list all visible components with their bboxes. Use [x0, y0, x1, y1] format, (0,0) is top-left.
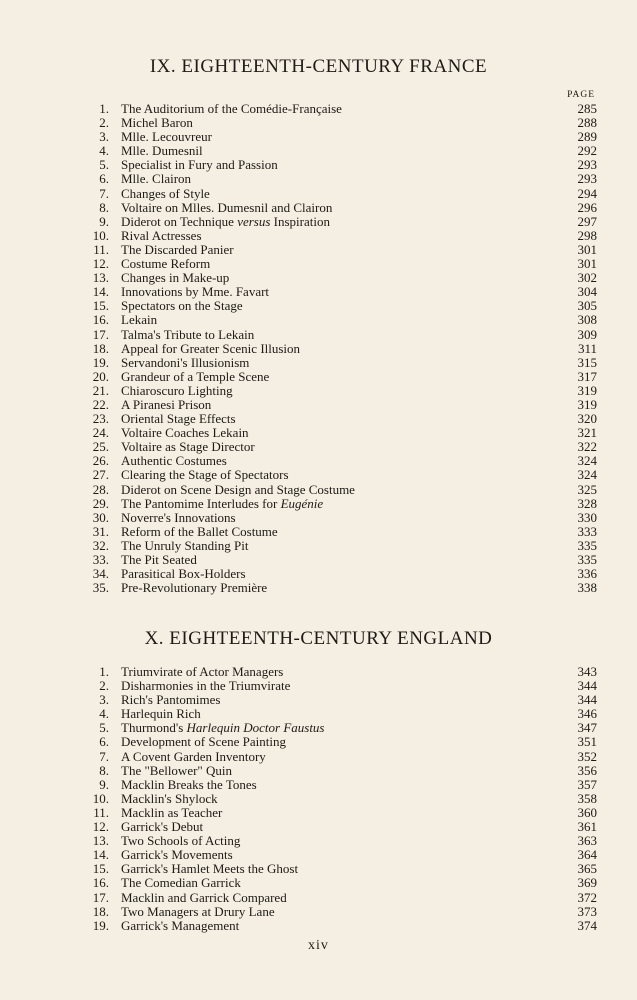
entry-title-text: Macklin and Garrick Compared	[121, 889, 287, 905]
entry-number: 32.	[92, 537, 109, 553]
entry-title-text: Clearing the Stage of Spectators	[121, 467, 289, 483]
toc-entry	[0, 905, 637, 919]
entry-title-text: The Auditorium of the Comédie-Française	[121, 101, 342, 116]
entry-number: 8.	[99, 199, 109, 215]
entry-number: 8.	[99, 762, 109, 778]
toc-entry	[0, 102, 637, 116]
entry-page-number: 289	[577, 129, 597, 145]
toc-entry	[0, 257, 637, 271]
entry-title	[121, 271, 229, 285]
toc-entry	[0, 876, 637, 890]
entry-page-number: 374	[577, 917, 597, 933]
entry-title-text: Macklin Breaks the Tones	[121, 776, 257, 792]
entry-title-text: Garrick's Hamlet Meets the Ghost	[121, 861, 299, 877]
entry-title	[121, 370, 269, 384]
entry-title-italic: versus	[237, 213, 271, 229]
entry-title-italic: Harlequin Doctor Faustus	[186, 720, 325, 736]
entry-title-text: Thurmond's	[121, 720, 184, 736]
entry-page-number: 356	[577, 762, 597, 778]
entry-title	[121, 665, 283, 679]
entry-page-number: 308	[577, 312, 597, 328]
entry-number: 7.	[99, 185, 109, 201]
entry-title	[121, 384, 233, 398]
entry-page-number: 297	[577, 213, 597, 229]
entry-title-text: Two Managers at Drury Lane	[121, 903, 275, 919]
toc-entry	[0, 891, 637, 905]
entry-page-number: 294	[577, 185, 597, 201]
entry-page-number: 360	[577, 804, 597, 820]
entry-title	[121, 229, 202, 243]
entry-page-number: 288	[577, 115, 597, 131]
entry-title	[121, 412, 236, 426]
toc-entry	[0, 243, 637, 257]
entry-number: 10.	[92, 227, 109, 243]
entry-number: 1.	[99, 101, 109, 116]
toc-entry	[0, 764, 637, 778]
entry-title-text: Harlequin Rich	[121, 706, 201, 722]
entry-title-text: Chiaroscuro Lighting	[121, 382, 233, 398]
toc-entry	[0, 750, 637, 764]
entry-title-text: The Discarded Panier	[121, 241, 234, 257]
toc-entry	[0, 356, 637, 370]
entry-page-number: 320	[577, 411, 597, 427]
entry-title-text: Voltaire as Stage Director	[121, 439, 255, 455]
entry-page-number: 372	[577, 889, 597, 905]
entry-number: 29.	[92, 495, 109, 511]
entry-number: 30.	[92, 509, 109, 525]
toc-entry	[0, 735, 637, 749]
entry-page-number: 324	[577, 467, 597, 483]
entry-page-number: 335	[577, 552, 597, 567]
entry-title	[121, 102, 342, 116]
entry-title	[121, 342, 300, 356]
entry-title	[121, 356, 249, 370]
entry-page-number: 330	[577, 509, 597, 525]
entry-number: 19.	[92, 917, 109, 933]
entry-page-number: 298	[577, 227, 597, 243]
toc-entry	[0, 862, 637, 876]
entry-page-number: 324	[577, 453, 597, 469]
entry-title	[121, 440, 255, 454]
entry-page-number: 301	[577, 256, 597, 272]
page-column-label: PAGE	[567, 90, 595, 100]
entry-title	[121, 285, 269, 299]
entry-title-text: Noverre's Innovations	[121, 509, 236, 525]
entry-title-text: Reform of the Ballet Costume	[121, 523, 278, 539]
entry-title-text: Lekain	[121, 312, 158, 328]
entry-page-number: 369	[577, 875, 597, 891]
entry-title	[121, 454, 227, 468]
entry-title	[121, 483, 355, 497]
entry-title	[121, 862, 298, 876]
entry-title	[121, 792, 218, 806]
entry-title-text: The Pantomime Interludes for	[121, 495, 278, 511]
entry-number: 5.	[99, 720, 109, 736]
toc-entry	[0, 313, 637, 327]
entry-title-text: Two Schools of Acting	[121, 833, 241, 849]
entry-title-text: Disharmonies in the Triumvirate	[121, 678, 291, 694]
entry-number: 15.	[92, 861, 109, 877]
entry-page-number: 365	[577, 861, 597, 877]
entry-title	[121, 891, 287, 905]
section-ix-contents	[0, 102, 637, 595]
toc-entry	[0, 412, 637, 426]
toc-entry	[0, 553, 637, 567]
section-ix-heading: IX. EIGHTEENTH-CENTURY FRANCE	[149, 56, 488, 77]
entry-title	[121, 116, 193, 130]
entry-title-text: Innovations by Mme. Favart	[121, 284, 270, 300]
entry-title-text: Garrick's Debut	[121, 819, 204, 835]
toc-entry	[0, 778, 637, 792]
toc-entry	[0, 398, 637, 412]
entry-number: 3.	[99, 129, 109, 145]
entry-page-number: 344	[577, 678, 597, 694]
entry-number: 11.	[93, 804, 109, 820]
entry-page-number: 301	[577, 241, 597, 257]
entry-title-text: The Pit Seated	[121, 552, 197, 567]
entry-page-number: 361	[577, 819, 597, 835]
entry-title-text: Voltaire on Mlles. Dumesnil and Clairon	[121, 199, 333, 215]
entry-title	[121, 707, 201, 721]
entry-title	[121, 905, 275, 919]
entry-title-text: Rich's Pantomimes	[121, 692, 221, 708]
toc-entry	[0, 834, 637, 848]
entry-title	[121, 328, 254, 342]
entry-number: 11.	[93, 241, 109, 257]
entry-page-number: 305	[577, 298, 597, 314]
entry-page-number: 325	[577, 481, 597, 497]
entry-title	[121, 919, 239, 933]
entry-page-number: 346	[577, 706, 597, 722]
entry-title	[121, 215, 330, 229]
entry-title	[121, 679, 290, 693]
entry-title	[121, 257, 210, 271]
entry-number: 34.	[92, 566, 109, 582]
toc-entry	[0, 721, 637, 735]
entry-title	[121, 497, 323, 511]
entry-title	[121, 299, 243, 313]
entry-number: 20.	[92, 368, 109, 384]
toc-entry	[0, 483, 637, 497]
entry-number: 4.	[99, 706, 109, 722]
entry-page-number: 338	[577, 580, 597, 596]
entry-title-text: Rival Actresses	[121, 227, 202, 243]
entry-number: 16.	[92, 312, 109, 328]
entry-number: 22.	[92, 396, 109, 412]
entry-title	[121, 750, 266, 764]
entry-number: 15.	[92, 298, 109, 314]
entry-number: 25.	[92, 439, 109, 455]
entry-number: 26.	[92, 453, 109, 469]
entry-title	[121, 567, 246, 581]
entry-number: 9.	[99, 213, 109, 229]
entry-title-text: Macklin as Teacher	[121, 804, 223, 820]
toc-entry	[0, 679, 637, 693]
entry-number: 35.	[92, 580, 109, 596]
toc-entry	[0, 426, 637, 440]
toc-entry	[0, 370, 637, 384]
entry-number: 17.	[92, 889, 109, 905]
entry-title	[121, 735, 286, 749]
entry-page-number: 321	[577, 425, 597, 441]
entry-number: 33.	[92, 552, 109, 567]
entry-title-text: Diderot on Scene Design and Stage Costume	[121, 481, 355, 497]
toc-entry	[0, 454, 637, 468]
entry-number: 1.	[99, 664, 109, 679]
toc-entry	[0, 201, 637, 215]
entry-number: 16.	[92, 875, 109, 891]
toc-entry	[0, 271, 637, 285]
entry-title	[121, 721, 325, 735]
entry-number: 7.	[99, 748, 109, 764]
entry-title	[121, 172, 191, 186]
entry-title	[121, 764, 232, 778]
entry-title-text: Servandoni's Illusionism	[121, 354, 250, 370]
entry-title-text: A Covent Garden Inventory	[121, 748, 266, 764]
toc-entry	[0, 792, 637, 806]
entry-title	[121, 806, 222, 820]
entry-number: 12.	[92, 819, 109, 835]
entry-title	[121, 144, 203, 158]
toc-entry	[0, 342, 637, 356]
entry-number: 6.	[99, 171, 109, 187]
entry-title-text: Talma's Tribute to Lekain	[121, 326, 255, 342]
entry-page-number: 322	[577, 439, 597, 455]
entry-title-text: Diderot on Technique	[121, 213, 234, 229]
entry-title	[121, 243, 234, 257]
entry-page-number: 358	[577, 790, 597, 806]
entry-title-rest: Inspiration	[270, 213, 330, 229]
entry-title	[121, 130, 212, 144]
entry-title	[121, 539, 248, 553]
entry-title-text: Mlle. Clairon	[121, 171, 192, 187]
toc-entry	[0, 384, 637, 398]
entry-page-number: 292	[577, 143, 597, 159]
entry-title-text: Costume Reform	[121, 256, 211, 272]
toc-entry	[0, 440, 637, 454]
entry-title-text: Voltaire Coaches Lekain	[121, 425, 249, 441]
entry-page-number: 364	[577, 847, 597, 863]
entry-number: 21.	[92, 382, 109, 398]
entry-title-text: Spectators on the Stage	[121, 298, 243, 314]
entry-number: 5.	[99, 157, 109, 173]
entry-title	[121, 778, 257, 792]
entry-title-text: The Comedian Garrick	[121, 875, 241, 891]
entry-page-number: 351	[577, 734, 597, 750]
toc-entry	[0, 806, 637, 820]
entry-number: 18.	[92, 903, 109, 919]
entry-page-number: 335	[577, 537, 597, 553]
entry-title-text: Authentic Costumes	[121, 453, 227, 469]
entry-page-number: 352	[577, 748, 597, 764]
toc-entry	[0, 144, 637, 158]
entry-page-number: 285	[577, 101, 597, 116]
toc-entry	[0, 158, 637, 172]
entry-number: 24.	[92, 425, 109, 441]
entry-page-number: 344	[577, 692, 597, 708]
entry-title	[121, 313, 157, 327]
entry-page-number: 302	[577, 270, 597, 286]
toc-entry	[0, 328, 637, 342]
entry-title	[121, 158, 278, 172]
toc-entry	[0, 116, 637, 130]
entry-title	[121, 834, 240, 848]
entry-number: 2.	[99, 115, 109, 131]
entry-page-number: 328	[577, 495, 597, 511]
entry-title	[121, 848, 233, 862]
entry-title-text: Changes in Make-up	[121, 270, 230, 286]
toc-entry	[0, 919, 637, 933]
entry-number: 31.	[92, 523, 109, 539]
toc-entry	[0, 299, 637, 313]
toc-entry	[0, 130, 637, 144]
entry-number: 3.	[99, 692, 109, 708]
toc-entry	[0, 848, 637, 862]
entry-title-text: Specialist in Fury and Passion	[121, 157, 278, 173]
toc-entry	[0, 229, 637, 243]
toc-entry	[0, 187, 637, 201]
entry-number: 17.	[92, 326, 109, 342]
entry-page-number: 293	[577, 171, 597, 187]
entry-page-number: 304	[577, 284, 597, 300]
entry-title-text: A Piranesi Prison	[121, 396, 212, 412]
entry-title-text: Grandeur of a Temple Scene	[121, 368, 270, 384]
entry-title	[121, 511, 236, 525]
entry-page-number: 357	[577, 776, 597, 792]
entry-page-number: 336	[577, 566, 597, 582]
entry-title-text: Development of Scene Painting	[121, 734, 286, 750]
entry-title	[121, 820, 203, 834]
entry-title	[121, 693, 220, 707]
section-x-heading: X. EIGHTEENTH-CENTURY ENGLAND	[144, 628, 493, 649]
entry-page-number: 317	[577, 368, 597, 384]
toc-entry	[0, 525, 637, 539]
entry-number: 4.	[99, 143, 109, 159]
entry-title-text: Pre-Revolutionary Première	[121, 580, 268, 596]
entry-number: 6.	[99, 734, 109, 750]
entry-number: 23.	[92, 411, 109, 427]
entry-title-text: Macklin's Shylock	[121, 790, 218, 806]
entry-number: 28.	[92, 481, 109, 497]
entry-page-number: 373	[577, 903, 597, 919]
toc-entry	[0, 820, 637, 834]
entry-title-text: Triumvirate of Actor Managers	[121, 664, 284, 679]
entry-number: 13.	[92, 833, 109, 849]
entry-page-number: 309	[577, 326, 597, 342]
entry-title	[121, 187, 210, 201]
toc-entry	[0, 707, 637, 721]
entry-title-text: The Unruly Standing Pit	[121, 537, 249, 553]
entry-number: 13.	[92, 270, 109, 286]
entry-number: 2.	[99, 678, 109, 694]
entry-page-number: 315	[577, 354, 597, 370]
entry-title-text: Garrick's Management	[121, 917, 240, 933]
entry-page-number: 311	[577, 340, 597, 356]
toc-entry	[0, 581, 637, 595]
entry-page-number: 319	[577, 382, 597, 398]
toc-entry	[0, 497, 637, 511]
entry-number: 27.	[92, 467, 109, 483]
toc-entry	[0, 693, 637, 707]
entry-page-number: 363	[577, 833, 597, 849]
entry-title	[121, 201, 332, 215]
toc-entry	[0, 468, 637, 482]
toc-entry	[0, 172, 637, 186]
entry-title	[121, 426, 249, 440]
entry-number: 14.	[92, 847, 109, 863]
toc-entry	[0, 285, 637, 299]
entry-page-number: 343	[577, 664, 597, 679]
entry-page-number: 333	[577, 523, 597, 539]
entry-title-text: Appeal for Greater Scenic Illusion	[121, 340, 301, 356]
toc-entry	[0, 665, 637, 679]
entry-title	[121, 876, 241, 890]
entry-title	[121, 525, 278, 539]
entry-page-number: 347	[577, 720, 597, 736]
entry-page-number: 293	[577, 157, 597, 173]
entry-page-number: 296	[577, 199, 597, 215]
entry-number: 10.	[92, 790, 109, 806]
entry-title-text: Changes of Style	[121, 185, 210, 201]
entry-title	[121, 553, 197, 567]
toc-entry	[0, 511, 637, 525]
entry-number: 9.	[99, 776, 109, 792]
section-x-contents	[0, 665, 637, 933]
entry-title-text: The "Bellower" Quin	[121, 762, 232, 778]
entry-number: 19.	[92, 354, 109, 370]
entry-title-text: Parasitical Box-Holders	[121, 566, 246, 582]
entry-title-italic: Eugénie	[280, 495, 324, 511]
entry-title-text: Michel Baron	[121, 115, 193, 131]
entry-title	[121, 398, 211, 412]
entry-title-text: Oriental Stage Effects	[121, 411, 236, 427]
page-number: xiv	[308, 938, 329, 953]
entry-title-text: Garrick's Movements	[121, 847, 233, 863]
toc-entry	[0, 215, 637, 229]
entry-title-text: Mlle. Lecouvreur	[121, 129, 212, 145]
entry-page-number: 319	[577, 396, 597, 412]
entry-title	[121, 581, 267, 595]
entry-title-text: Mlle. Dumesnil	[121, 143, 203, 159]
entry-number: 14.	[92, 284, 109, 300]
entry-number: 18.	[92, 340, 109, 356]
toc-entry	[0, 567, 637, 581]
entry-title	[121, 468, 289, 482]
toc-entry	[0, 539, 637, 553]
entry-number: 12.	[92, 256, 109, 272]
